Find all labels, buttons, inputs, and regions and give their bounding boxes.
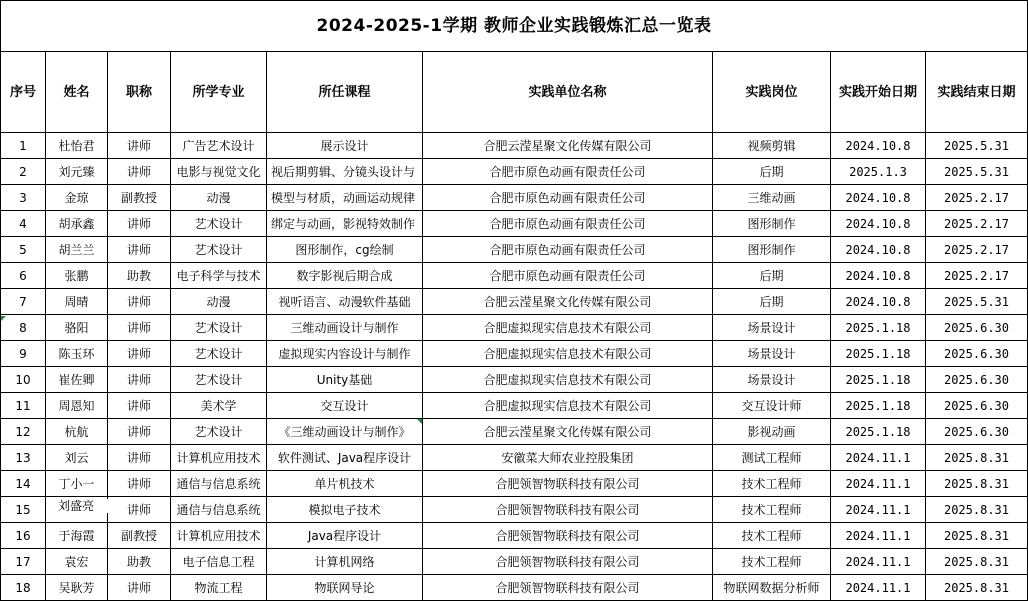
cell-course[interactable]: 展示设计 bbox=[267, 133, 423, 159]
cell-unit[interactable]: 合肥虚拟现实信息技术有限公司 bbox=[423, 367, 713, 393]
header-cell[interactable]: 实践单位名称 bbox=[423, 52, 713, 133]
table-row bbox=[1, 341, 1028, 367]
cell-major[interactable]: 电子信息工程 bbox=[171, 549, 267, 575]
cell-title[interactable]: 助教 bbox=[108, 549, 171, 575]
cell-start-date[interactable]: 2025.1.3 bbox=[831, 159, 926, 185]
cell-course[interactable]: 绑定与动画，影视特效制作 bbox=[267, 211, 423, 237]
cell-course[interactable]: 三维动画设计与制作 bbox=[267, 315, 423, 341]
cell-major[interactable]: 艺术设计 bbox=[171, 211, 267, 237]
cell-title[interactable]: 副教授 bbox=[108, 523, 171, 549]
cell-course[interactable]: 视听语言、动漫软件基础 bbox=[267, 289, 423, 315]
cell-start-date[interactable]: 2025.1.18 bbox=[831, 367, 926, 393]
cell-title[interactable]: 讲师 bbox=[108, 159, 171, 185]
cell-unit[interactable]: 合肥市原色动画有限责任公司 bbox=[423, 263, 713, 289]
cell-course[interactable] bbox=[267, 419, 423, 445]
cell-end-date[interactable]: 2025.8.31 bbox=[926, 471, 1028, 497]
cell-course[interactable]: 模型与材质，动画运动规律 bbox=[267, 185, 423, 211]
header-row bbox=[1, 52, 1028, 133]
table-row bbox=[1, 315, 1028, 341]
cell-start-date[interactable]: 2024.11.1 bbox=[831, 549, 926, 575]
header-cell[interactable]: 实践结束日期 bbox=[926, 52, 1028, 133]
cell-unit[interactable]: 合肥虚拟现实信息技术有限公司 bbox=[423, 393, 713, 419]
cell-end-date[interactable]: 2025.6.30 bbox=[926, 367, 1028, 393]
cell-name[interactable]: 张鹏 bbox=[46, 263, 108, 289]
cell-post[interactable]: 物联网数据分析师 bbox=[713, 575, 831, 601]
cell-end-date[interactable]: 2025.8.31 bbox=[926, 523, 1028, 549]
header-cell[interactable]: 实践岗位 bbox=[713, 52, 831, 133]
cell-title[interactable]: 副教授 bbox=[108, 185, 171, 211]
cell-major[interactable]: 艺术设计 bbox=[171, 341, 267, 367]
cell-post[interactable]: 影视动画 bbox=[713, 419, 831, 445]
cell-no[interactable]: 8 bbox=[1, 315, 46, 341]
cell-major[interactable]: 计算机应用技术 bbox=[171, 445, 267, 471]
cell-name[interactable]: 刘元臻 bbox=[46, 159, 108, 185]
cell-post[interactable]: 后期 bbox=[713, 159, 831, 185]
header-cell[interactable]: 所任课程 bbox=[267, 52, 423, 133]
row-8-marker-icon bbox=[1, 316, 6, 321]
cell-name[interactable]: 丁小一 bbox=[46, 471, 108, 497]
cell-major[interactable]: 艺术设计 bbox=[171, 315, 267, 341]
cell-major[interactable]: 动漫 bbox=[171, 185, 267, 211]
cell-no[interactable]: 10 bbox=[1, 367, 46, 393]
cell-end-date[interactable]: 2025.2.17 bbox=[926, 237, 1028, 263]
cell-unit[interactable]: 合肥领智物联科技有限公司 bbox=[423, 575, 713, 601]
cell-title[interactable]: 讲师 bbox=[108, 497, 171, 523]
cell-post[interactable]: 技术工程师 bbox=[713, 549, 831, 575]
cell-unit[interactable]: 合肥领智物联科技有限公司 bbox=[423, 523, 713, 549]
cell-end-date[interactable]: 2025.2.17 bbox=[926, 263, 1028, 289]
cell-name[interactable]: 胡兰兰 bbox=[46, 237, 108, 263]
cell-no[interactable]: 2 bbox=[1, 159, 46, 185]
table-row bbox=[1, 549, 1028, 575]
cell-no[interactable]: 4 bbox=[1, 211, 46, 237]
cell-post[interactable]: 图形制作 bbox=[713, 211, 831, 237]
table-row bbox=[1, 575, 1028, 601]
cell-unit[interactable]: 合肥市原色动画有限责任公司 bbox=[423, 237, 713, 263]
cell-post[interactable]: 图形制作 bbox=[713, 237, 831, 263]
cell-name[interactable]: 崔佐卿 bbox=[46, 367, 108, 393]
table-row bbox=[1, 419, 1028, 445]
cell-major[interactable]: 计算机应用技术 bbox=[171, 523, 267, 549]
cell-start-date[interactable]: 2024.11.1 bbox=[831, 445, 926, 471]
cell-start-date[interactable]: 2024.10.8 bbox=[831, 289, 926, 315]
sheet-title[interactable]: 2024-2025-1学期 教师企业实践锻炼汇总一览表 bbox=[1, 1, 1028, 52]
cell-end-date[interactable]: 2025.5.31 bbox=[926, 289, 1028, 315]
cell-unit[interactable]: 安徽菜大师农业控股集团 bbox=[423, 445, 713, 471]
cell-post[interactable]: 场景设计 bbox=[713, 367, 831, 393]
cell-start-date[interactable]: 2024.10.8 bbox=[831, 237, 926, 263]
cell-post[interactable]: 场景设计 bbox=[713, 315, 831, 341]
cell-course[interactable]: 图形制作，cg绘制 bbox=[267, 237, 423, 263]
cell-title[interactable]: 讲师 bbox=[108, 575, 171, 601]
table-row bbox=[1, 159, 1028, 185]
cell-title[interactable]: 讲师 bbox=[108, 367, 171, 393]
cell-post[interactable]: 交互设计师 bbox=[713, 393, 831, 419]
cell-name[interactable]: 杭航 bbox=[46, 419, 108, 445]
cell-no[interactable]: 3 bbox=[1, 185, 46, 211]
cell-course[interactable]: 交互设计 bbox=[267, 393, 423, 419]
cell-name[interactable]: 袁宏 bbox=[46, 549, 108, 575]
header-cell[interactable]: 所学专业 bbox=[171, 52, 267, 133]
cell-name[interactable]: 周恩知 bbox=[46, 393, 108, 419]
cell-title[interactable]: 讲师 bbox=[108, 393, 171, 419]
cell-name[interactable]: 陈玉环 bbox=[46, 341, 108, 367]
cell-title[interactable]: 讲师 bbox=[108, 445, 171, 471]
cell-no[interactable]: 13 bbox=[1, 445, 46, 471]
cell-no[interactable]: 7 bbox=[1, 289, 46, 315]
cell-no[interactable]: 9 bbox=[1, 341, 46, 367]
table-row bbox=[1, 497, 1028, 523]
cell-end-date[interactable]: 2025.8.31 bbox=[926, 549, 1028, 575]
cell-major[interactable]: 电影与视觉文化 bbox=[171, 159, 267, 185]
cell-unit[interactable]: 合肥云滢星聚文化传媒有限公司 bbox=[423, 289, 713, 315]
cell-unit[interactable]: 合肥领智物联科技有限公司 bbox=[423, 471, 713, 497]
cell-start-date[interactable]: 2024.11.1 bbox=[831, 575, 926, 601]
cell-post[interactable]: 测试工程师 bbox=[713, 445, 831, 471]
cell-start-date[interactable]: 2024.10.8 bbox=[831, 211, 926, 237]
cell-major[interactable]: 艺术设计 bbox=[171, 367, 267, 393]
cell-end-date[interactable]: 2025.6.30 bbox=[926, 393, 1028, 419]
cell-course[interactable]: 模拟电子技术 bbox=[267, 497, 423, 523]
header-cell[interactable]: 姓名 bbox=[46, 52, 108, 133]
cell-no[interactable]: 6 bbox=[1, 263, 46, 289]
cell-end-date[interactable]: 2025.8.31 bbox=[926, 575, 1028, 601]
cell-post[interactable]: 后期 bbox=[713, 289, 831, 315]
cell-course[interactable]: 数字影视后期合成 bbox=[267, 263, 423, 289]
cell-major[interactable]: 通信与信息系统 bbox=[171, 497, 267, 523]
table-row bbox=[1, 211, 1028, 237]
cell-course[interactable]: 软件测试、Java程序设计 bbox=[267, 445, 423, 471]
comment-marker-icon bbox=[417, 419, 422, 424]
cell-major[interactable]: 艺术设计 bbox=[171, 237, 267, 263]
cell-title[interactable]: 讲师 bbox=[108, 341, 171, 367]
cell-no[interactable]: 11 bbox=[1, 393, 46, 419]
cell-post[interactable]: 后期 bbox=[713, 263, 831, 289]
cell-unit[interactable]: 合肥市原色动画有限责任公司 bbox=[423, 211, 713, 237]
cell-no[interactable]: 14 bbox=[1, 471, 46, 497]
cell-name[interactable]: 刘云 bbox=[46, 445, 108, 471]
cell-start-date[interactable]: 2025.1.18 bbox=[831, 393, 926, 419]
cell-title[interactable]: 讲师 bbox=[108, 315, 171, 341]
table-row bbox=[1, 289, 1028, 315]
cell-post[interactable]: 视频剪辑 bbox=[713, 133, 831, 159]
cell-name[interactable]: 于海霞 bbox=[46, 523, 108, 549]
table-row bbox=[1, 237, 1028, 263]
cell-start-date[interactable]: 2024.11.1 bbox=[831, 523, 926, 549]
cell-course[interactable]: 视后期剪辑、分镜头设计与 bbox=[267, 159, 423, 185]
cell-no[interactable]: 16 bbox=[1, 523, 46, 549]
cell-unit[interactable]: 合肥领智物联科技有限公司 bbox=[423, 497, 713, 523]
cell-title[interactable]: 讲师 bbox=[108, 419, 171, 445]
cell-course[interactable]: 物联网导论 bbox=[267, 575, 423, 601]
cell-post[interactable]: 技术工程师 bbox=[713, 523, 831, 549]
cell-unit[interactable]: 合肥领智物联科技有限公司 bbox=[423, 549, 713, 575]
cell-name[interactable]: 杜怡君 bbox=[46, 133, 108, 159]
cell-end-date[interactable]: 2025.6.30 bbox=[926, 419, 1028, 445]
table-row bbox=[1, 393, 1028, 419]
cell-start-date[interactable]: 2024.11.1 bbox=[831, 471, 926, 497]
cell-start-date[interactable]: 2024.11.1 bbox=[831, 497, 926, 523]
cell-major[interactable]: 通信与信息系统 bbox=[171, 471, 267, 497]
cell-post[interactable]: 场景设计 bbox=[713, 341, 831, 367]
cell-no[interactable]: 12 bbox=[1, 419, 46, 445]
cell-title[interactable]: 讲师 bbox=[108, 237, 171, 263]
cell-title[interactable]: 讲师 bbox=[108, 133, 171, 159]
header-cell[interactable]: 实践开始日期 bbox=[831, 52, 926, 133]
cell-course[interactable]: 计算机网络 bbox=[267, 549, 423, 575]
cell-major[interactable]: 物流工程 bbox=[171, 575, 267, 601]
floating-name-label: 刘盛亮 bbox=[58, 499, 118, 513]
cell-start-date[interactable]: 2024.10.8 bbox=[831, 133, 926, 159]
cell-name[interactable]: 胡承鑫 bbox=[46, 211, 108, 237]
cell-course[interactable]: Java程序设计 bbox=[267, 523, 423, 549]
cell-start-date[interactable]: 2025.1.18 bbox=[831, 419, 926, 445]
table-row bbox=[1, 523, 1028, 549]
cell-course[interactable]: 虚拟现实内容设计与制作 bbox=[267, 341, 423, 367]
cell-no[interactable]: 15 bbox=[1, 497, 46, 523]
table-row bbox=[1, 263, 1028, 289]
cell-major[interactable]: 动漫 bbox=[171, 289, 267, 315]
cell-major[interactable]: 电子科学与技术 bbox=[171, 263, 267, 289]
cell-no[interactable]: 1 bbox=[1, 133, 46, 159]
cell-unit[interactable]: 合肥市原色动画有限责任公司 bbox=[423, 185, 713, 211]
cell-end-date[interactable]: 2025.2.17 bbox=[926, 211, 1028, 237]
table-row bbox=[1, 367, 1028, 393]
cell-end-date[interactable]: 2025.5.31 bbox=[926, 159, 1028, 185]
cell-title[interactable]: 讲师 bbox=[108, 211, 171, 237]
cell-start-date[interactable]: 2024.10.8 bbox=[831, 263, 926, 289]
cell-major[interactable]: 美术学 bbox=[171, 393, 267, 419]
cell-end-date[interactable]: 2025.2.17 bbox=[926, 185, 1028, 211]
cell-title[interactable]: 讲师 bbox=[108, 471, 171, 497]
cell-start-date[interactable]: 2024.10.8 bbox=[831, 185, 926, 211]
cell-unit[interactable]: 合肥市原色动画有限责任公司 bbox=[423, 159, 713, 185]
cell-major[interactable]: 艺术设计 bbox=[171, 419, 267, 445]
table-row bbox=[1, 445, 1028, 471]
cell-name[interactable]: 周晴 bbox=[46, 289, 108, 315]
cell-course[interactable]: Unity基础 bbox=[267, 367, 423, 393]
cell-name[interactable]: 吴耿芳 bbox=[46, 575, 108, 601]
cell-name[interactable]: 骆阳 bbox=[46, 315, 108, 341]
cell-end-date[interactable]: 2025.6.30 bbox=[926, 315, 1028, 341]
cell-unit[interactable]: 合肥云滢星聚文化传媒有限公司 bbox=[423, 133, 713, 159]
cell-no[interactable]: 17 bbox=[1, 549, 46, 575]
cell-end-date[interactable]: 2025.8.31 bbox=[926, 445, 1028, 471]
cell-post[interactable]: 三维动画 bbox=[713, 185, 831, 211]
cell-title[interactable]: 讲师 bbox=[108, 289, 171, 315]
cell-unit[interactable]: 合肥云滢星聚文化传媒有限公司 bbox=[423, 419, 713, 445]
cell-name[interactable]: 金琼 bbox=[46, 185, 108, 211]
table-row bbox=[1, 133, 1028, 159]
cell-major[interactable]: 广告艺术设计 bbox=[171, 133, 267, 159]
cell-post[interactable]: 技术工程师 bbox=[713, 497, 831, 523]
table-row bbox=[1, 471, 1028, 497]
cell-end-date[interactable]: 2025.5.31 bbox=[926, 133, 1028, 159]
header-cell[interactable]: 职称 bbox=[108, 52, 171, 133]
cell-post[interactable]: 技术工程师 bbox=[713, 471, 831, 497]
cell-unit[interactable]: 合肥虚拟现实信息技术有限公司 bbox=[423, 341, 713, 367]
cell-no[interactable]: 5 bbox=[1, 237, 46, 263]
cell-end-date[interactable]: 2025.8.31 bbox=[926, 497, 1028, 523]
cell-course-text: 《三维动画设计与制作》 bbox=[278, 424, 411, 439]
table-row bbox=[1, 185, 1028, 211]
cell-course[interactable]: 单片机技术 bbox=[267, 471, 423, 497]
cell-start-date[interactable]: 2025.1.18 bbox=[831, 341, 926, 367]
header-cell[interactable]: 序号 bbox=[1, 52, 46, 133]
cell-start-date[interactable]: 2025.1.18 bbox=[831, 315, 926, 341]
cell-title[interactable]: 助教 bbox=[108, 263, 171, 289]
cell-no[interactable]: 18 bbox=[1, 575, 46, 601]
cell-unit[interactable]: 合肥虚拟现实信息技术有限公司 bbox=[423, 315, 713, 341]
cell-end-date[interactable]: 2025.6.30 bbox=[926, 341, 1028, 367]
